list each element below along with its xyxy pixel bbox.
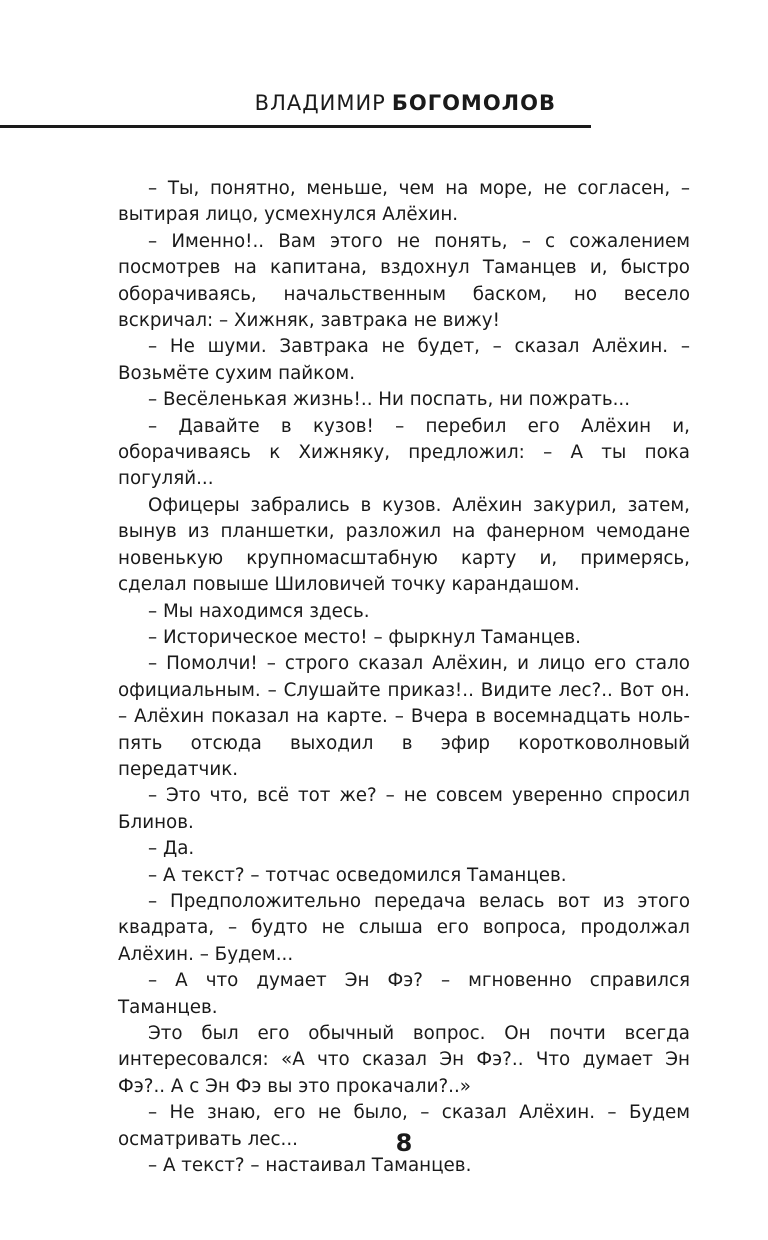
paragraph: – Историческое место! – фыркнул Таманцев.: [148, 626, 581, 648]
paragraph: – Мы находимся здесь.: [148, 600, 370, 622]
header-rule: [0, 125, 591, 128]
author-last-name: БОГОМОЛОВ: [391, 91, 556, 115]
paragraph: – Ты, понятно, меньше, чем на море, не согласен, – вытирая лицо, усмехнулся Алёхин.: [118, 178, 690, 226]
page-number: 8: [395, 1129, 413, 1157]
paragraph: – А текст? – тотчас осведомился Таманцев.: [148, 864, 567, 886]
paragraph: – Предположительно передача велась вот из этого квадрата, – будто не слыша его вопроса, продолжал Алёхин. – Будем...: [118, 890, 690, 965]
paragraph: – Весёленькая жизнь!.. Ни поспать, ни пожрать...: [148, 389, 631, 411]
paragraph: – Помолчи! – строго сказал Алёхин, и лицо его стало официальным. – Слушайте приказ!.. Видите лес?.. Вот он. – Алёхин показал на карте. – Вчера в восемнадцать ноль-пять отсюда выходил в эфир коротковолновый передатчик.: [118, 653, 690, 780]
author-first-name: ВЛАДИМИР: [254, 91, 386, 115]
paragraph: Офицеры забрались в кузов. Алёхин закурил, затем, вынув из планшетки, разложил на фанерном чемодане новенькую крупномасштабную карту и, примерясь, сделал повыше Шиловичей точку карандашом.: [118, 494, 690, 596]
body-text: [118, 176, 690, 1179]
paragraph: – Это что, всё тот же? – не совсем уверенно спросил Блинов.: [118, 785, 690, 833]
paragraph: – Именно!.. Вам этого не понять, – с сожалением посмотрев на капитана, вздохнул Таманцев и, быстро оборачиваясь, начальственным баском, но весело вскричал: – Хижняк, завтрака не вижу!: [118, 230, 690, 332]
paragraph: – А текст? – настаивал Таманцев.: [148, 1155, 472, 1177]
paragraph: Это был его обычный вопрос. Он почти всегда интересовался: «А что сказал Эн Фэ?.. Что думает Эн Фэ?.. А с Эн Фэ вы это прокачали?..»: [118, 1023, 690, 1097]
paragraph: – А что думает Эн Фэ? – мгновенно справился Таманцев.: [118, 970, 690, 1018]
paragraph: – Давайте в кузов! – перебил его Алёхин и, оборачиваясь к Хижняку, предложил: – А ты пока погуляй...: [118, 415, 690, 490]
running-header: [0, 88, 556, 118]
paragraph: – Да.: [148, 838, 195, 860]
paragraph: – Не знаю, его не было, – сказал Алёхин. – Будем осматривать лес...: [118, 1102, 690, 1150]
paragraph: – Не шуми. Завтрака не будет, – сказал Алёхин. – Возьмёте сухим пайком.: [118, 336, 690, 384]
